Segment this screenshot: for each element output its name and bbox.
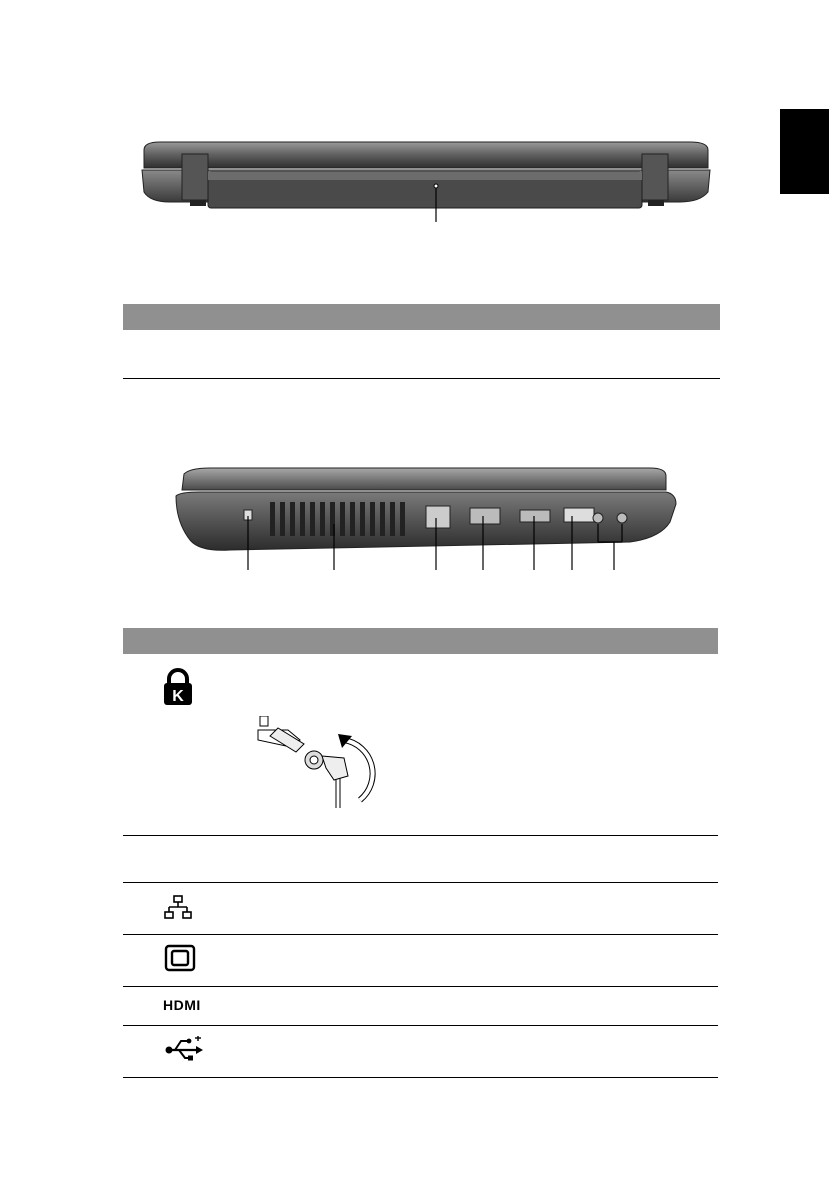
table-rule: [123, 378, 720, 379]
table-header: [123, 628, 718, 654]
table-rule: [123, 934, 718, 935]
left-view-illustration: [170, 466, 680, 576]
chapter-tab-marker: [780, 109, 829, 194]
table-header: [123, 304, 720, 330]
hdmi-logo-text: HDMI: [163, 998, 201, 1012]
hdmi-logo: [163, 998, 219, 1012]
external-display-icon: [164, 944, 196, 972]
kensington-lock-icon: [162, 668, 194, 706]
table-rule: [123, 882, 718, 883]
usb-icon: [164, 1036, 204, 1062]
rear-view-illustration: [130, 140, 720, 250]
table-rule: [123, 835, 718, 836]
network-icon: [164, 895, 192, 921]
svg-text:K: K: [172, 688, 184, 705]
lock-diagram-illustration: [248, 716, 384, 808]
table-rule: [123, 986, 718, 987]
table-rule: [123, 1077, 718, 1078]
table-rule: [123, 1025, 718, 1026]
